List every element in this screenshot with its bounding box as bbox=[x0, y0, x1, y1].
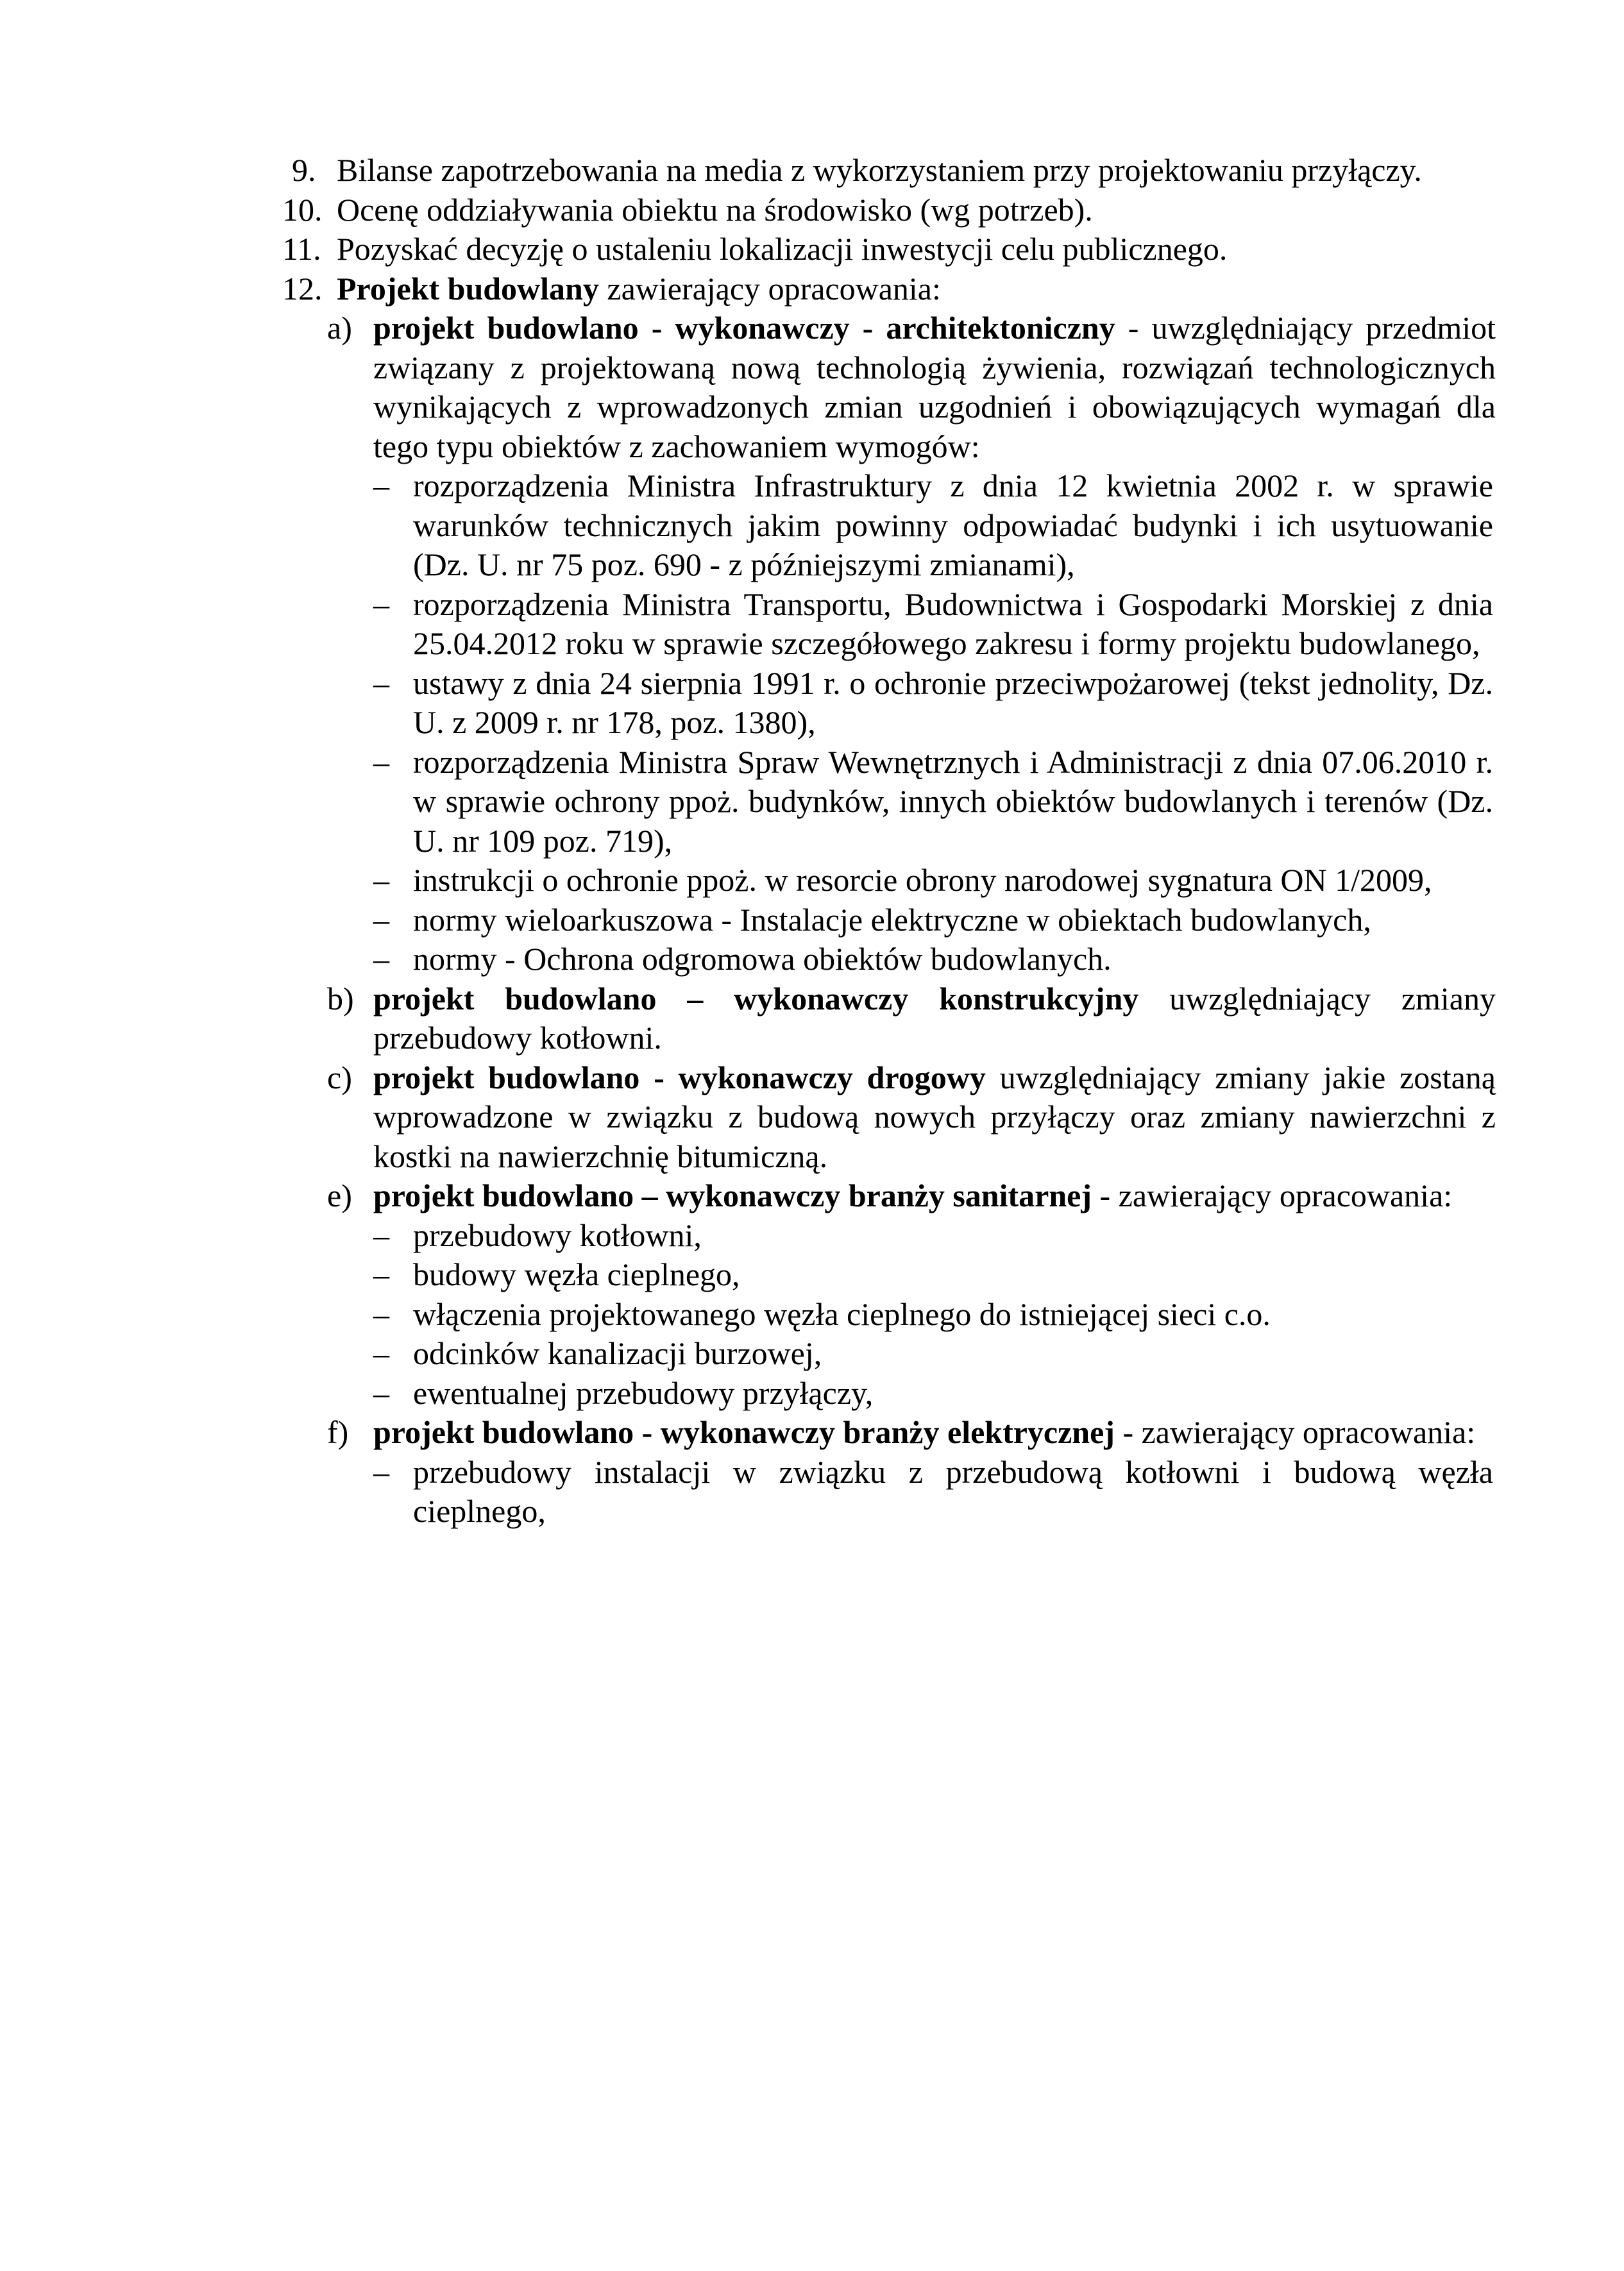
bullet-dash: – bbox=[373, 743, 389, 780]
bullet-text: rozporządzenia Ministra Spraw Wewnętrznych i Administracji z dnia 07.06.2010 r. w sprawie ochrony ppoż. budynków, innych obiektów budowlanych i terenów (Dz. U. nr 109 poz. 719), bbox=[413, 743, 1493, 859]
bullet-item bbox=[373, 664, 1493, 743]
bullet-dash: – bbox=[373, 941, 389, 977]
bullet-text: normy - Ochrona odgromowa obiektów budowlanych. bbox=[413, 941, 1112, 977]
sub-item-bold-text: projekt budowlano – wykonawczy branży sanitarnej bbox=[373, 1178, 1092, 1213]
bullet-text: przebudowy instalacji w związku z przebudową kotłowni i budową węzła cieplnego, bbox=[413, 1453, 1493, 1529]
item-text: Bilanse zapotrzebowania na media z wykorzystaniem przy projektowaniu przyłączy. bbox=[337, 152, 1422, 188]
bullet-item bbox=[373, 900, 1493, 940]
bullet-item bbox=[373, 585, 1493, 664]
bullet-text: ewentualnej przebudowy przyłączy, bbox=[413, 1374, 874, 1411]
bullet-item bbox=[373, 940, 1493, 979]
document-body bbox=[0, 151, 1624, 1532]
bullet-text: odcinków kanalizacji burzowej, bbox=[413, 1335, 822, 1371]
item-bold-text: Projekt budowlany bbox=[337, 270, 599, 307]
sub-item-text: - zawierający opracowania: bbox=[1092, 1178, 1453, 1213]
sub-item-letter: e) bbox=[327, 1178, 352, 1213]
bullet-dash: – bbox=[373, 862, 389, 898]
sub-item-letter: b) bbox=[327, 980, 354, 1017]
bullet-dash: – bbox=[373, 468, 389, 503]
list-item-10 bbox=[282, 190, 1496, 230]
sub-item-bold-text: projekt budowlano - wykonawczy drogowy bbox=[373, 1059, 986, 1095]
bullet-item bbox=[373, 1255, 1493, 1295]
bullet-dash: – bbox=[373, 1217, 389, 1253]
sub-item-c bbox=[327, 1058, 1496, 1177]
bullet-dash: – bbox=[373, 1453, 389, 1490]
sub-item-bold-text: projekt budowlano - wykonawczy - architektoniczny bbox=[373, 310, 1115, 346]
bullet-item bbox=[373, 1216, 1493, 1256]
bullet-item bbox=[373, 1453, 1493, 1532]
sub-item-text: uwzględniający zmiany jakie zostaną wprowadzone w związku z budową nowych przyłączy oraz zmiany nawierzchni z kostki na nawierzchnię bitumiczną. bbox=[373, 1059, 1496, 1174]
item-text: Ocenę oddziaływania obiektu na środowisko (wg potrzeb). bbox=[337, 191, 1093, 228]
sub-item-a bbox=[327, 308, 1496, 466]
bullet-text: ustawy z dnia 24 sierpnia 1991 r. o ochronie przeciwpożarowej (tekst jednolity, Dz. U. z 2009 r. nr 178, poz. 1380), bbox=[413, 664, 1493, 740]
list-item-12 bbox=[282, 269, 1496, 309]
bullet-dash: – bbox=[373, 901, 389, 938]
item-number: 9. bbox=[292, 152, 316, 188]
bullet-text: rozporządzenia Ministra Transportu, Budownictwa i Gospodarki Morskiej z dnia 25.04.2012 roku w sprawie szczegółowego zakresu i formy projektu budowlanego, bbox=[413, 586, 1493, 661]
sub-item-b bbox=[327, 979, 1496, 1058]
bullet-item bbox=[373, 1374, 1493, 1414]
bullet-dash: – bbox=[373, 664, 389, 701]
item-number: 12. bbox=[282, 270, 323, 307]
bullet-dash: – bbox=[373, 1335, 389, 1371]
sub-item-letter: c) bbox=[327, 1059, 352, 1095]
sub-item-e bbox=[327, 1176, 1496, 1216]
item-text: zawierający opracowania: bbox=[598, 270, 941, 307]
bullet-dash: – bbox=[373, 1256, 389, 1292]
bullet-dash: – bbox=[373, 1296, 389, 1332]
bullet-dash: – bbox=[373, 586, 389, 622]
list-item-11 bbox=[282, 230, 1496, 269]
item-number: 11. bbox=[282, 231, 321, 267]
sub-item-text: - uwzględniający przedmiot związany z projektowaną nową technologią żywienia, rozwiązań technologicznych wynikających z wprowadzonych zmian uzgodnień i obowiązujących wymagań dla tego typu obiektów z zachowaniem wymogów: bbox=[373, 310, 1496, 464]
bullet-item bbox=[373, 861, 1493, 900]
bullet-item bbox=[373, 466, 1493, 585]
sub-item-text: uwzględniający zmiany przebudowy kotłowni. bbox=[373, 980, 1496, 1056]
sub-item-bold-text: projekt budowlano - wykonawczy branży elektrycznej bbox=[373, 1414, 1115, 1450]
sub-item-letter: a) bbox=[327, 310, 352, 346]
bullet-text: przebudowy kotłowni, bbox=[413, 1217, 702, 1253]
item-text: Pozyskać decyzję o ustaleniu lokalizacji inwestycji celu publicznego. bbox=[337, 231, 1228, 267]
bullet-text: normy wieloarkuszowa - Instalacje elektryczne w obiektach budowlanych, bbox=[413, 901, 1371, 938]
bullet-item bbox=[373, 1295, 1493, 1335]
sub-item-bold-text: projekt budowlano – wykonawczy konstrukcyjny bbox=[373, 980, 1139, 1017]
sub-item-letter: f) bbox=[327, 1414, 349, 1450]
item-number: 10. bbox=[282, 191, 323, 228]
bullet-dash: – bbox=[373, 1374, 389, 1411]
list-item-9 bbox=[292, 151, 1496, 190]
bullet-text: włączenia projektowanego węzła cieplnego do istniejącej sieci c.o. bbox=[413, 1296, 1271, 1332]
bullet-text: budowy węzła cieplnego, bbox=[413, 1256, 740, 1292]
sub-item-text: - zawierający opracowania: bbox=[1114, 1414, 1476, 1450]
bullet-item bbox=[373, 743, 1493, 861]
sub-item-f bbox=[327, 1413, 1496, 1453]
bullet-item bbox=[373, 1334, 1493, 1374]
bullet-text: instrukcji o ochronie ppoż. w resorcie obrony narodowej sygnatura ON 1/2009, bbox=[413, 862, 1432, 898]
bullet-text: rozporządzenia Ministra Infrastruktury z dnia 12 kwietnia 2002 r. w sprawie warunków technicznych jakim powinny odpowiadać budynki i ich usytuowanie (Dz. U. nr 75 poz. 690 - z późniejszymi zmianami), bbox=[413, 468, 1493, 582]
